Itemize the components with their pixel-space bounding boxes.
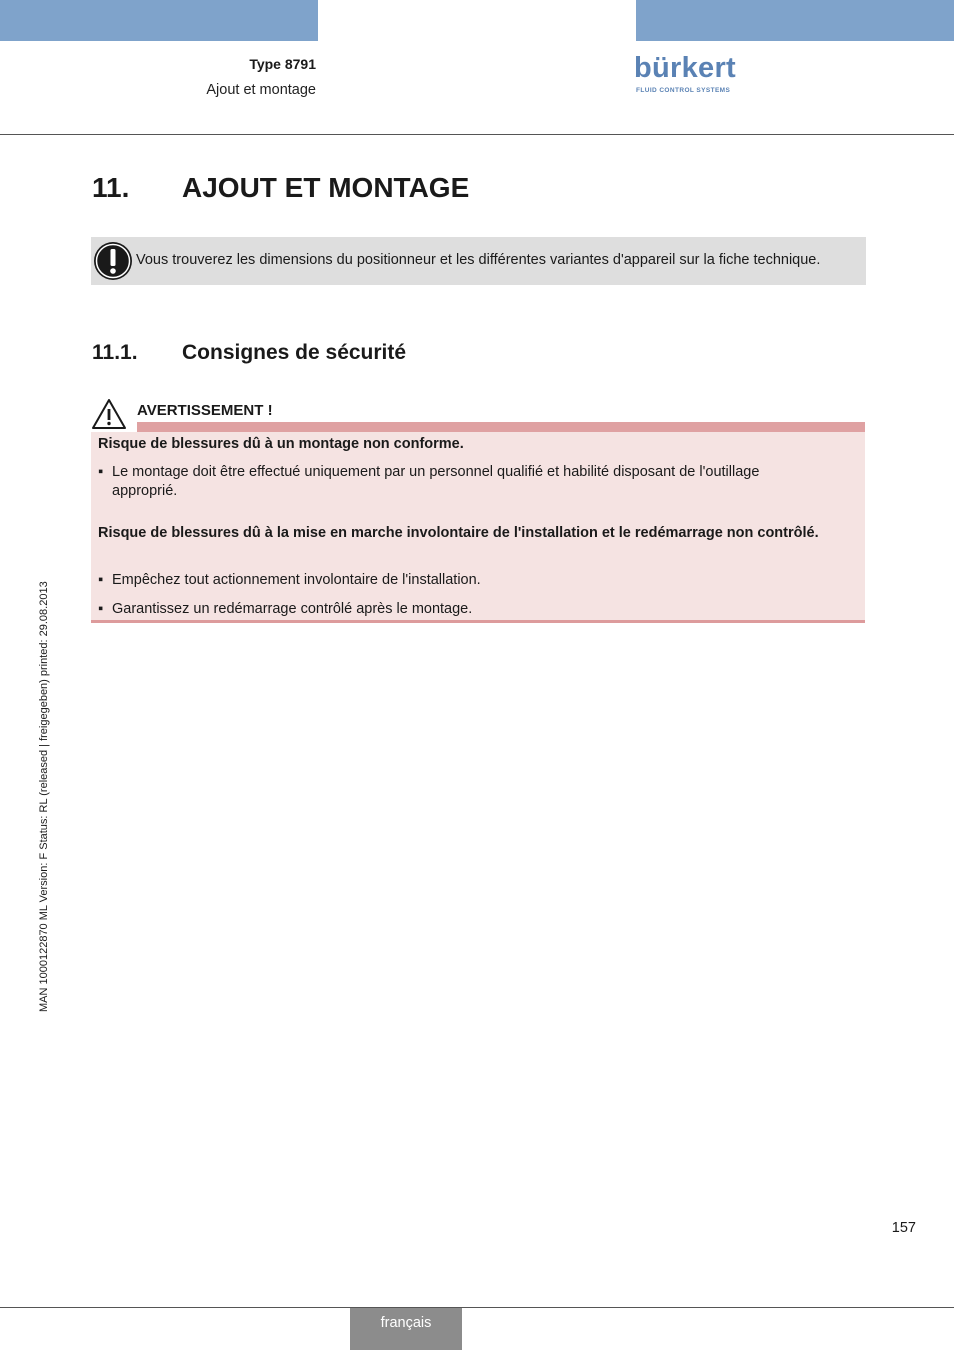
exclamation-icon	[93, 241, 133, 281]
header-section-title: Ajout et montage	[206, 82, 316, 98]
note-text: Vous trouverez les dimensions du positionneur et les différentes variantes d'appareil sur la fiche technique.	[136, 252, 821, 268]
document-metadata: MAN 1000122870 ML Version: F Status: RL (released | freigegeben) printed: 29.08.2013	[38, 581, 50, 1012]
list-item-text: Empêchez tout actionnement involontaire de l'installation.	[112, 572, 481, 588]
warning-strip	[137, 422, 865, 432]
doc-type: Type 8791	[249, 56, 316, 72]
bullet-icon: ▪	[98, 601, 104, 617]
warning-label: AVERTISSEMENT !	[137, 402, 273, 419]
list-item-text: Le montage doit être effectué uniquement par un personnel qualifié et habilité disposant de l'outillage approprié.	[112, 464, 760, 499]
bullet-icon: ▪	[98, 464, 104, 480]
section-number: 11.1.	[92, 341, 138, 364]
warning-triangle-icon	[91, 398, 127, 430]
note-box	[91, 237, 866, 285]
logo-tagline: FLUID CONTROL SYSTEMS	[636, 87, 731, 94]
logo-wordmark: bürkert	[634, 52, 737, 84]
list-item-text: Garantissez un redémarrage contrôlé après le montage.	[112, 601, 473, 617]
header-band-right	[636, 0, 954, 41]
header-band-left	[0, 0, 318, 41]
header-divider	[0, 134, 954, 135]
risk-heading: Risque de blessures dû à la mise en marche involontaire de l'installation et le redémarrage non contrôlé.	[98, 525, 819, 541]
chapter-title: AJOUT ET MONTAGE	[182, 172, 470, 203]
footer-divider	[0, 1307, 954, 1308]
section-title: Consignes de sécurité	[182, 341, 407, 364]
chapter-number: 11.	[92, 172, 130, 203]
page-number: 157	[891, 1220, 916, 1236]
warning-bottom-border	[91, 620, 865, 623]
bullet-icon: ▪	[98, 572, 104, 588]
language-tab: français	[350, 1308, 462, 1350]
warning-box	[91, 432, 865, 620]
burkert-logo	[634, 52, 737, 98]
risk-heading: Risque de blessures dû à un montage non conforme.	[98, 436, 464, 452]
